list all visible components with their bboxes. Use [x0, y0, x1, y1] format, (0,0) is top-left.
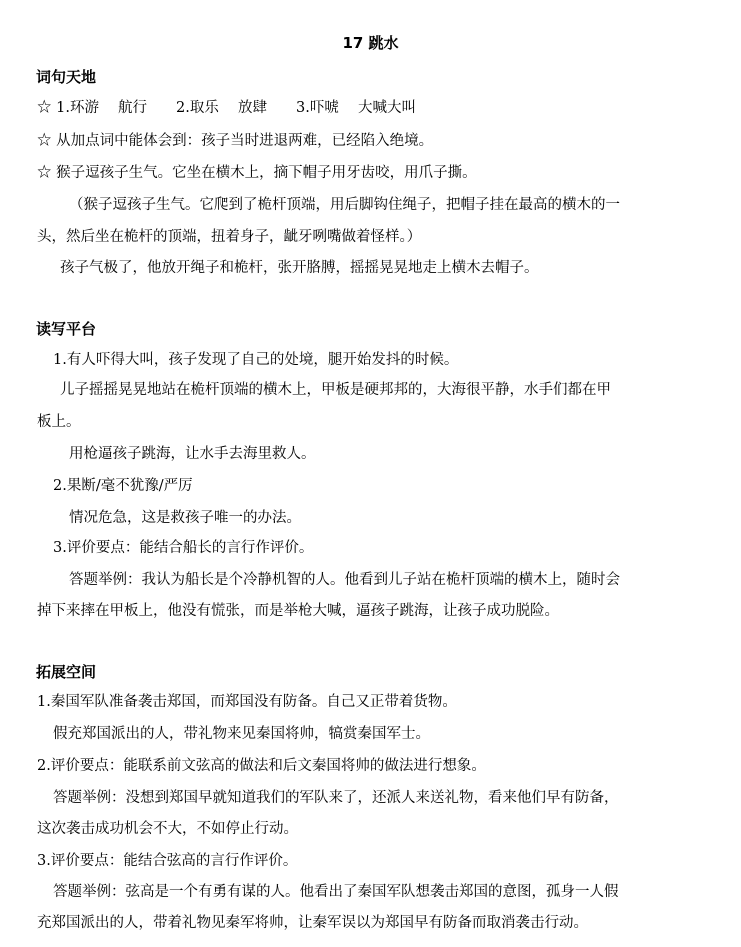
page-title: 17 跳水 — [342, 34, 399, 52]
answer-line: 1.秦国军队准备袭击郑国，而郑国没有防备。自己又正带着货物。 — [37, 694, 457, 710]
answer-line: 这次袭击成功机会不大，不如停止行动。 — [37, 821, 298, 837]
answer-line: ☆ 从加点词中能体会到：孩子当时进退两难，已经陷入绝境。 — [37, 133, 434, 149]
section-heading-words: 词句天地 — [36, 68, 97, 86]
answer-line: 情况危急，这是救孩子唯一的办法。 — [69, 510, 301, 526]
answer-line: ☆ 猴子逗孩子生气。它坐在横木上，摘下帽子用牙齿咬，用爪子撕。 — [37, 165, 477, 181]
answer-line: 2.果断/毫不犹豫/严厉 — [53, 478, 193, 494]
answer-line: 2.评价要点：能联系前文弦高的做法和后文秦国将帅的做法进行想象。 — [37, 758, 486, 774]
answer-line: 儿子摇摇晃晃地站在桅杆顶端的横木上，甲板是硬邦邦的，大海很平静，水手们都在甲 — [60, 382, 611, 398]
answer-line: （猴子逗孩子生气。它爬到了桅杆顶端，用后脚钩住绳子，把帽子挂在最高的横木的一 — [69, 197, 620, 213]
answer-line: 用枪逼孩子跳海，让水手去海里救人。 — [69, 446, 316, 462]
answer-line: 头，然后坐在桅杆的顶端，扭着身子，龇牙咧嘴做着怪样。） — [37, 229, 422, 245]
answer-line: 答题举例：没想到郑国早就知道我们的军队来了，还派人来送礼物，看来他们早有防备， — [53, 790, 619, 806]
answer-line: ☆ 1.环游 航行 2.取乐 放肆 3.吓唬 大喊大叫 — [37, 100, 416, 116]
section-heading-reading-writing: 读写平台 — [36, 320, 97, 338]
answer-line: 3.评价要点：能结合弦高的言行作评价。 — [37, 853, 298, 869]
answer-line: 答题举例：弦高是一个有勇有谋的人。他看出了秦国军队想袭击郑国的意图，孤身一人假 — [53, 884, 619, 900]
answer-line: 孩子气极了，他放开绳子和桅杆，张开胳膊，摇摇晃晃地走上横木去帽子。 — [60, 260, 539, 276]
answer-line: 假充郑国派出的人，带礼物来见秦国将帅，犒赏秦国军士。 — [53, 726, 430, 742]
answer-line: 答题举例：我认为船长是个冷静机智的人。他看到儿子站在桅杆顶端的横木上，随时会 — [69, 572, 620, 588]
section-heading-extension: 拓展空间 — [36, 663, 97, 681]
answer-line: 1.有人吓得大叫，孩子发现了自己的处境，腿开始发抖的时候。 — [53, 352, 459, 368]
answer-line: 板上。 — [37, 414, 81, 430]
answer-line: 充郑国派出的人，带着礼物见秦军将帅，让秦军误以为郑国早有防备而取消袭击行动。 — [37, 915, 588, 931]
answer-line: 掉下来摔在甲板上，他没有慌张，而是举枪大喊，逼孩子跳海，让孩子成功脱险。 — [37, 603, 559, 619]
answer-line: 3.评价要点：能结合船长的言行作评价。 — [53, 540, 314, 556]
